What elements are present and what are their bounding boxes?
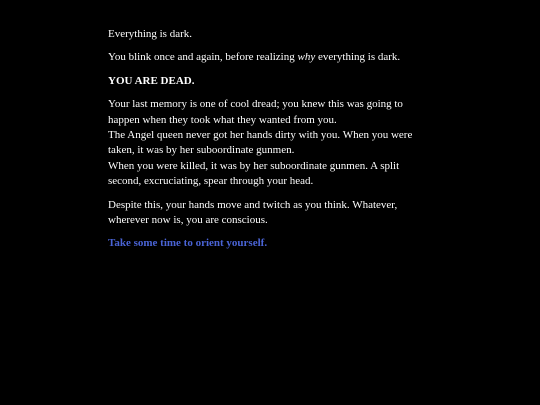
- you-are-dead-heading: YOU ARE DEAD.: [108, 74, 195, 87]
- realization-text-end: everything is dark.: [315, 51, 401, 64]
- memory-line-2: The Angel queen never got her hands dirty with you. When you were taken, it was by her suboordinate gunmen.: [108, 129, 413, 157]
- memory-line-3: When you were killed, it was by her suboordinate gunmen. A split second, excruciating, spear through your head.: [108, 159, 400, 188]
- paragraph-realization: [108, 50, 428, 65]
- memory-line-1: Your last memory is one of cool dread; you knew this was going to happen when they took what they wanted from you.: [108, 98, 403, 126]
- realization-emphasis: why: [297, 51, 316, 64]
- paragraph-memory: [108, 97, 428, 189]
- paragraph-darkness: Everything is dark.: [108, 28, 193, 40]
- realization-text-start: You blink once and again, before realizing: [108, 51, 298, 64]
- paragraph-conscious: Despite this, your hands move and twitch as you think. Whatever, wherever now is, you are conscious.: [108, 198, 398, 227]
- story-passage: [108, 27, 428, 260]
- orient-yourself-link[interactable]: Take some time to orient yourself.: [108, 237, 268, 250]
